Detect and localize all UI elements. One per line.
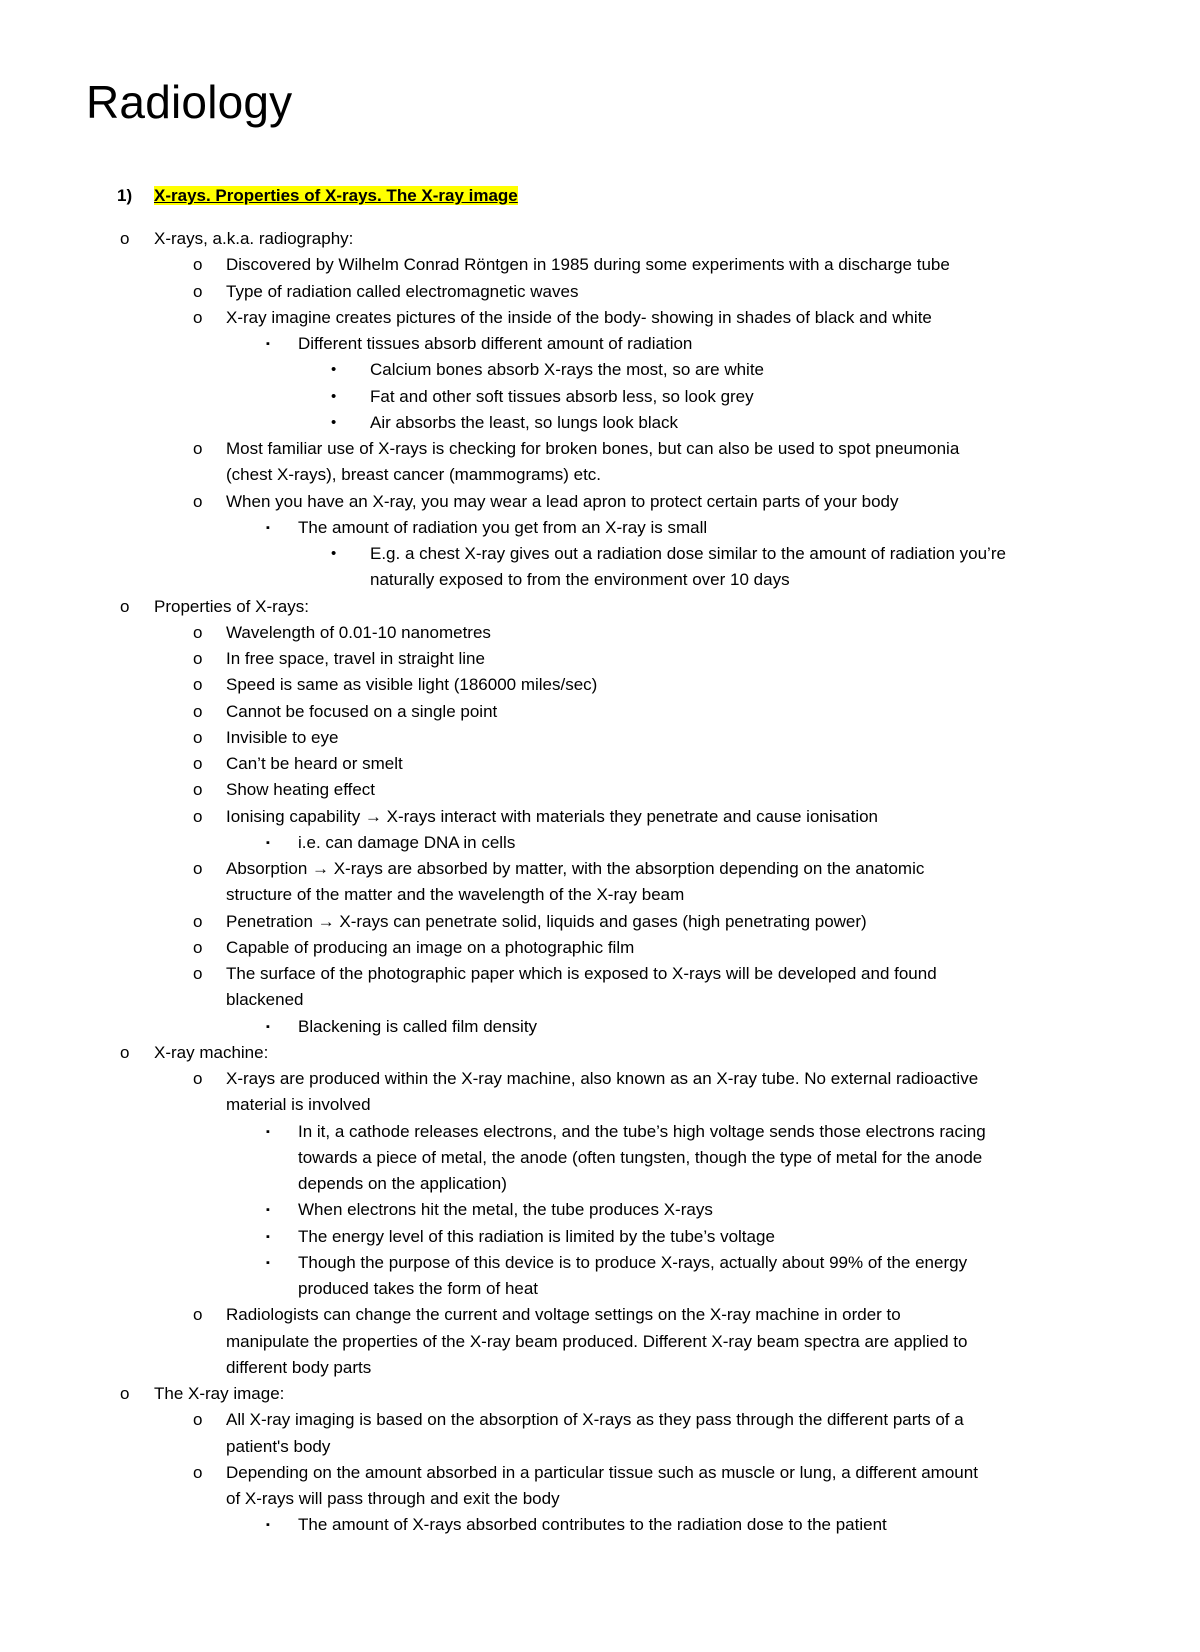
dot-bullet-icon: • bbox=[331, 387, 337, 405]
list-item bbox=[0, 1460, 1200, 1486]
list-item bbox=[0, 987, 1200, 1013]
list-item-text: Blackening is called film density bbox=[298, 1016, 538, 1036]
circle-bullet-icon: o bbox=[193, 964, 203, 983]
dot-bullet-icon: • bbox=[331, 413, 337, 431]
list-item-text: Different tissues absorb different amount of radiation bbox=[298, 334, 693, 353]
list-item bbox=[0, 436, 1200, 462]
list-item bbox=[0, 279, 1200, 305]
list-item bbox=[0, 1066, 1200, 1092]
circle-bullet-icon: o bbox=[120, 1384, 130, 1403]
list-item-text: manipulate the properties of the X-ray beam produced. Different X-ray beam spectra are applied to bbox=[226, 1331, 968, 1351]
square-bullet-icon: ▪ bbox=[266, 521, 270, 534]
list-item-text: patient's body bbox=[226, 1436, 331, 1456]
list-item-text: The amount of radiation you get from an X-ray is small bbox=[298, 517, 708, 537]
list-item bbox=[0, 961, 1200, 987]
list-item-text: The surface of the photographic paper which is exposed to X-rays will be developed and found bbox=[226, 964, 937, 983]
list-item bbox=[0, 1302, 1200, 1328]
list-item bbox=[0, 699, 1200, 725]
list-item-text: produced takes the form of heat bbox=[298, 1279, 539, 1298]
circle-bullet-icon: o bbox=[193, 1410, 203, 1430]
circle-bullet-icon: o bbox=[193, 911, 203, 931]
list-item bbox=[0, 567, 1200, 593]
list-item-text: The amount of X-rays absorbed contributes to the radiation dose to the patient bbox=[298, 1515, 887, 1535]
list-item-text: material is involved bbox=[226, 1095, 371, 1115]
list-item bbox=[0, 1276, 1200, 1302]
list-item-text: Ionising capability → X-rays interact with materials they penetrate and cause ionisation bbox=[226, 806, 879, 826]
square-bullet-icon: ▪ bbox=[266, 338, 270, 350]
circle-bullet-icon: o bbox=[193, 622, 203, 642]
circle-bullet-icon: o bbox=[193, 754, 203, 773]
list-item-text: depends on the application) bbox=[298, 1174, 507, 1193]
circle-bullet-icon: o bbox=[120, 596, 130, 616]
circle-bullet-icon: o bbox=[193, 1069, 203, 1088]
circle-bullet-icon: o bbox=[193, 491, 203, 511]
circle-bullet-icon: o bbox=[193, 727, 203, 747]
list-item-text: Invisible to eye bbox=[226, 727, 339, 747]
square-bullet-icon: ▪ bbox=[266, 1020, 270, 1033]
list-item bbox=[0, 1197, 1200, 1223]
list-item bbox=[0, 594, 1200, 620]
square-bullet-icon: ▪ bbox=[266, 1230, 270, 1243]
list-item bbox=[0, 882, 1200, 908]
circle-bullet-icon: o bbox=[193, 1462, 203, 1482]
list-item bbox=[0, 725, 1200, 751]
list-item-text: X-ray imagine creates pictures of the inside of the body- showing in shades of black and white bbox=[226, 307, 932, 327]
list-item-text: Discovered by Wilhelm Conrad Röntgen in 1985 during some experiments with a discharge tube bbox=[226, 255, 950, 275]
list-item-text: X-rays, a.k.a. radiography: bbox=[154, 229, 354, 248]
list-item bbox=[0, 1355, 1200, 1381]
list-item-text: Show heating effect bbox=[226, 780, 376, 800]
list-item bbox=[0, 305, 1200, 331]
list-item bbox=[0, 1329, 1200, 1355]
list-item bbox=[0, 1119, 1200, 1145]
list-item bbox=[0, 1381, 1200, 1407]
list-item bbox=[0, 1171, 1200, 1197]
list-item-text: E.g. a chest X-ray gives out a radiation dose similar to the amount of radiation you’re bbox=[370, 544, 1006, 563]
document-title: Radiology bbox=[86, 76, 293, 128]
circle-bullet-icon: o bbox=[120, 229, 130, 248]
list-item-text: X-rays are produced within the X-ray machine, also known as an X-ray tube. No external radioactive bbox=[226, 1069, 979, 1088]
section-number: 1) bbox=[117, 186, 133, 205]
list-item bbox=[0, 1014, 1200, 1040]
list-item-text: Wavelength of 0.01-10 nanometres bbox=[226, 622, 491, 642]
list-item bbox=[0, 646, 1200, 672]
circle-bullet-icon: o bbox=[193, 307, 203, 327]
list-item-text: X-ray machine: bbox=[154, 1042, 269, 1062]
list-item bbox=[0, 489, 1200, 515]
list-item-text: Can’t be heard or smelt bbox=[226, 754, 403, 773]
list-item bbox=[0, 751, 1200, 777]
dot-bullet-icon: • bbox=[331, 361, 337, 379]
square-bullet-icon: ▪ bbox=[266, 1125, 270, 1138]
list-item bbox=[0, 357, 1200, 383]
circle-bullet-icon: o bbox=[193, 255, 203, 275]
list-item bbox=[0, 384, 1200, 410]
list-item bbox=[0, 1145, 1200, 1171]
list-item-text: Depending on the amount absorbed in a particular tissue such as muscle or lung, a different amount bbox=[226, 1462, 978, 1482]
list-item bbox=[0, 410, 1200, 436]
list-item bbox=[0, 620, 1200, 646]
list-item bbox=[0, 830, 1200, 856]
circle-bullet-icon: o bbox=[193, 1305, 203, 1325]
list-item-text: Though the purpose of this device is to produce X-rays, actually about 99% of the energy bbox=[298, 1252, 968, 1272]
list-item-text: Capable of producing an image on a photographic film bbox=[226, 937, 635, 957]
list-item bbox=[0, 515, 1200, 541]
square-bullet-icon: ▪ bbox=[266, 1519, 270, 1532]
circle-bullet-icon: o bbox=[120, 1042, 130, 1062]
list-item bbox=[0, 804, 1200, 830]
list-item bbox=[0, 1512, 1200, 1538]
circle-bullet-icon: o bbox=[193, 439, 203, 458]
list-item-text: In free space, travel in straight line bbox=[226, 649, 485, 668]
list-item bbox=[0, 462, 1200, 488]
list-item bbox=[0, 777, 1200, 803]
list-item bbox=[0, 856, 1200, 882]
section-heading-text: X-rays. Properties of X-rays. The X-ray image bbox=[154, 186, 518, 205]
list-item-text: different body parts bbox=[226, 1357, 372, 1377]
list-item bbox=[0, 909, 1200, 935]
circle-bullet-icon: o bbox=[193, 701, 203, 721]
list-item-text: Cannot be focused on a single point bbox=[226, 701, 498, 721]
dot-bullet-icon: • bbox=[331, 545, 337, 562]
list-item bbox=[0, 1486, 1200, 1512]
list-item-text: The energy level of this radiation is limited by the tube’s voltage bbox=[298, 1226, 775, 1246]
list-item bbox=[0, 331, 1200, 357]
list-item-text: Properties of X-rays: bbox=[154, 596, 309, 616]
list-item-text: naturally exposed to from the environment over 10 days bbox=[370, 570, 790, 590]
list-item-text: Type of radiation called electromagnetic waves bbox=[226, 281, 579, 301]
list-item-text: Penetration → X-rays can penetrate solid, liquids and gases (high penetrating power) bbox=[226, 911, 867, 931]
list-item-text: (chest X-rays), breast cancer (mammograms) etc. bbox=[226, 465, 602, 485]
bullet-list bbox=[0, 226, 1200, 1539]
list-item bbox=[0, 672, 1200, 698]
list-item-text: i.e. can damage DNA in cells bbox=[298, 832, 516, 852]
list-item-text: Radiologists can change the current and voltage settings on the X-ray machine in order to bbox=[226, 1305, 901, 1325]
list-item bbox=[0, 252, 1200, 278]
list-item-text: of X-rays will pass through and exit the body bbox=[226, 1489, 560, 1508]
list-item-text: blackened bbox=[226, 990, 304, 1010]
circle-bullet-icon: o bbox=[193, 649, 203, 668]
list-item bbox=[0, 541, 1200, 567]
list-item bbox=[0, 226, 1200, 252]
list-item bbox=[0, 1092, 1200, 1118]
list-item bbox=[0, 1224, 1200, 1250]
square-bullet-icon: ▪ bbox=[266, 836, 270, 849]
circle-bullet-icon: o bbox=[193, 859, 203, 878]
list-item bbox=[0, 1407, 1200, 1433]
circle-bullet-icon: o bbox=[193, 780, 203, 800]
list-item bbox=[0, 1250, 1200, 1276]
list-item-text: Air absorbs the least, so lungs look black bbox=[370, 412, 679, 432]
list-item-text: When you have an X-ray, you may wear a lead apron to protect certain parts of your body bbox=[226, 491, 899, 511]
list-item-text: Absorption → X-rays are absorbed by matter, with the absorption depending on the anatomic bbox=[226, 859, 925, 878]
square-bullet-icon: ▪ bbox=[266, 1204, 270, 1217]
list-item-text: towards a piece of metal, the anode (often tungsten, though the type of metal for the anode bbox=[298, 1147, 983, 1167]
list-item-text: All X-ray imaging is based on the absorption of X-rays as they pass through the different parts of a bbox=[226, 1410, 964, 1430]
square-bullet-icon: ▪ bbox=[266, 1256, 270, 1269]
list-item-text: Fat and other soft tissues absorb less, so look grey bbox=[370, 386, 754, 406]
list-item-text: In it, a cathode releases electrons, and the tube’s high voltage sends those electrons racing bbox=[298, 1121, 986, 1141]
circle-bullet-icon: o bbox=[193, 806, 203, 826]
list-item bbox=[0, 1434, 1200, 1460]
list-item-text: When electrons hit the metal, the tube produces X-rays bbox=[298, 1200, 713, 1220]
list-item bbox=[0, 1040, 1200, 1066]
list-item bbox=[0, 935, 1200, 961]
list-item-text: structure of the matter and the wavelength of the X-ray beam bbox=[226, 885, 685, 905]
circle-bullet-icon: o bbox=[193, 281, 203, 301]
circle-bullet-icon: o bbox=[193, 675, 203, 695]
list-item-text: Calcium bones absorb X-rays the most, so are white bbox=[370, 360, 765, 380]
section-heading bbox=[117, 184, 518, 208]
list-item-text: Speed is same as visible light (186000 miles/sec) bbox=[226, 675, 598, 695]
list-item-text: The X-ray image: bbox=[154, 1384, 285, 1403]
circle-bullet-icon: o bbox=[193, 937, 203, 957]
list-item-text: Most familiar use of X-rays is checking for broken bones, but can also be used to spot pneumonia bbox=[226, 439, 960, 458]
